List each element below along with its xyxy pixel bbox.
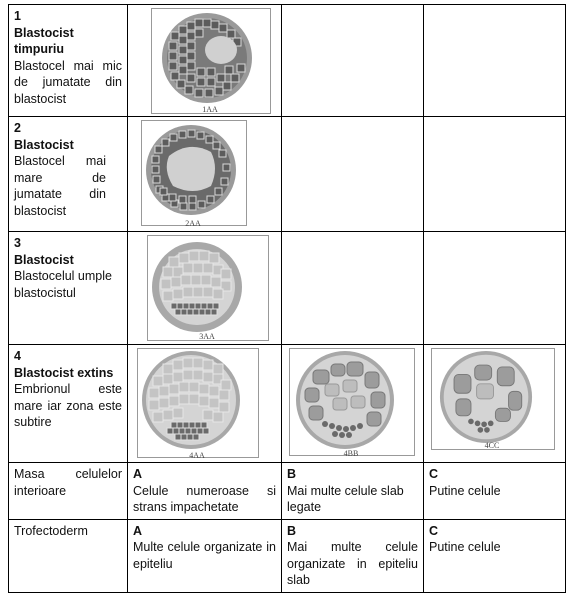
grade-text: Multe celule organizate in epiteliu (133, 540, 276, 571)
blastocyst-drawing (151, 241, 243, 333)
empty-cell (424, 232, 566, 345)
empty-cell (282, 5, 424, 117)
stage-number: 1 (14, 9, 21, 23)
grade-text: Mai multe celule organizate in epiteliu slab (287, 540, 418, 587)
stage-image-cell (282, 345, 424, 463)
trophectoderm-grade-c (424, 519, 566, 592)
stage-description: Blastocelul umple blastocistul (14, 269, 112, 300)
grade-text: Putine celule (429, 483, 501, 498)
grade-text: Putine celule (429, 540, 501, 554)
image-caption: 2AA (185, 219, 201, 228)
stage-description-cell (9, 232, 128, 345)
stage-image-cell (128, 5, 282, 117)
grade-letter: A (133, 523, 143, 538)
stage-number: 2 (14, 121, 21, 135)
image-caption: 4AA (189, 451, 205, 460)
image-caption: 1AA (202, 105, 218, 114)
stage-image-cell (128, 232, 282, 345)
grade-letter: C (429, 467, 439, 481)
grade-letter: B (287, 467, 297, 481)
stage-title: Blastocist timpuriu (14, 25, 74, 56)
grade-letter: C (429, 523, 439, 538)
grade-letter: A (133, 467, 143, 481)
blastocyst-image-4cc (429, 348, 560, 459)
stage-row-4 (9, 345, 566, 463)
stage-description-cell (9, 117, 128, 232)
stage-description: Blastocel mai mare de jumatate din blastocist (14, 154, 106, 218)
icm-label-cell (9, 463, 128, 520)
empty-cell (282, 232, 424, 345)
image-caption: 3AA (199, 332, 215, 341)
blastocyst-drawing (439, 350, 533, 444)
blastocyst-image-4aa (133, 348, 276, 459)
trophectoderm-grade-b (282, 519, 424, 592)
icm-grade-b (282, 463, 424, 520)
stage-number: 4 (14, 349, 21, 363)
trophectoderm-label: Trofectoderm (14, 523, 88, 538)
stage-image-cell (424, 345, 566, 463)
stage-description: Embrionul este mare iar zona este subtire (14, 382, 122, 429)
empty-cell (424, 117, 566, 232)
stage-image-cell (128, 345, 282, 463)
stage-description: Blastocel mai mic de jumatate din blastocist (14, 58, 122, 106)
blastocyst-drawing (161, 12, 253, 104)
grade-text: Celule numeroase si strans impachetate (133, 483, 276, 514)
blastocyst-image-1aa (133, 8, 276, 113)
stage-title: Blastocist (14, 252, 74, 267)
trophectoderm-label-cell (9, 519, 128, 592)
stage-row-1 (9, 5, 566, 117)
blastocyst-drawing (145, 124, 237, 216)
blastocyst-image-3aa (133, 235, 276, 341)
grade-text: Mai multe celule slab legate (287, 483, 404, 514)
stage-title: Blastocist extins (14, 365, 114, 380)
blastocyst-image-2aa (133, 120, 276, 228)
blastocyst-grading-table (8, 4, 566, 593)
empty-cell (282, 117, 424, 232)
stage-row-2 (9, 117, 566, 232)
stage-image-cell (128, 117, 282, 232)
empty-cell (424, 5, 566, 117)
icm-grade-a (128, 463, 282, 520)
stage-row-3 (9, 232, 566, 345)
stage-description-cell (9, 5, 128, 117)
blastocyst-drawing (295, 350, 395, 450)
icm-grade-c (424, 463, 566, 520)
stage-title: Blastocist (14, 137, 74, 152)
image-caption: 4BB (343, 449, 359, 458)
icm-label: Masa celulelor interioare (14, 467, 122, 498)
blastocyst-drawing (141, 350, 241, 450)
grade-letter: B (287, 523, 297, 538)
blastocyst-image-4bb (287, 348, 418, 459)
trophectoderm-grade-a (128, 519, 282, 592)
trophectoderm-row (9, 519, 566, 592)
stage-number: 3 (14, 236, 21, 250)
image-caption: 4CC (484, 441, 500, 450)
icm-row (9, 463, 566, 520)
stage-description-cell (9, 345, 128, 463)
